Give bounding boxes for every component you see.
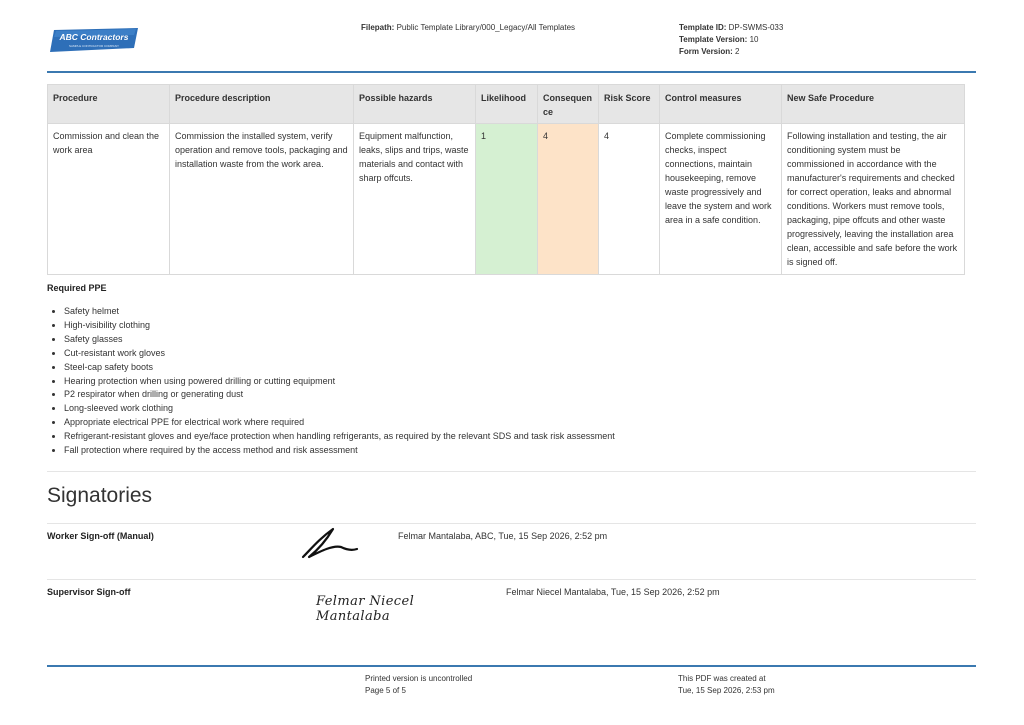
ppe-list (47, 305, 615, 458)
list-item: • Refrigerant-resistant gloves and eye/face protection when handling refrigerants, as required by the relevant SDS and task risk assessment (64, 430, 615, 444)
list-item: • P2 respirator when drilling or generating dust (64, 388, 615, 402)
created-label: This PDF was created at (678, 674, 766, 683)
column-header: Control measures (660, 85, 782, 124)
list-item: • Long-sleeved work clothing (64, 402, 615, 416)
footer-left (365, 673, 472, 697)
column-header: New Safe Procedure (782, 85, 965, 124)
column-header: Consequen ce (538, 85, 599, 124)
signatory-divider (47, 579, 976, 580)
list-item: • Safety helmet (64, 305, 615, 319)
new-safe-procedure-cell: Following installation and testing, the air conditioning system must be commissioned in accordance with the manufacturer's requirements and checked for correct operation, leaks and abnormal conditions. Workers must remove tools, packaging, pipe offcuts and other waste progressively, leaving the installation area clean, accessible and safe before the work is signed off. (782, 124, 965, 275)
form-version-value: 2 (735, 47, 740, 56)
column-header: Procedure description (170, 85, 354, 124)
template-version-label: Template Version: (679, 35, 748, 44)
filepath (361, 22, 575, 34)
column-header: Risk Score (599, 85, 660, 124)
ppe-title: Required PPE (47, 283, 107, 293)
list-item: • Cut-resistant work gloves (64, 347, 615, 361)
procedure-table (47, 84, 965, 275)
footer-divider (47, 665, 976, 667)
list-item: • Fall protection where required by the access method and risk assessment (64, 444, 615, 458)
filepath-value: Public Template Library/000_Legacy/All Templates (396, 23, 576, 32)
list-item: • Hearing protection when using powered drilling or cutting equipment (64, 375, 615, 389)
hazards-cell: Equipment malfunction, leaks, slips and trips, waste materials and contact with sharp offcuts. (354, 124, 476, 275)
supervisor-signoff-value: Felmar Niecel Mantalaba, Tue, 15 Sep 2026, 2:52 pm (506, 587, 720, 597)
signatories-title: Signatories (47, 484, 153, 507)
worker-signoff-label: Worker Sign-off (Manual) (47, 531, 154, 541)
supervisor-signature-image: Felmar Niecel Mantalaba (316, 594, 415, 624)
consequence-cell: 4 (538, 124, 599, 275)
likelihood-cell: 1 (476, 124, 538, 275)
procedure-cell: Commission and clean the work area (48, 124, 170, 275)
logo-text: ABC Contractors (59, 32, 129, 42)
control-measures-cell: Complete commissioning checks, inspect connections, maintain housekeeping, remove waste progressively and leave the system and work area in a safe condition. (660, 124, 782, 275)
worker-signature-image (289, 523, 395, 575)
column-header: Possible hazards (354, 85, 476, 124)
column-header: Procedure (48, 85, 170, 124)
template-info (679, 22, 783, 58)
table-header-row (48, 85, 965, 124)
list-item: • Safety glasses (64, 333, 615, 347)
page-number: Page 5 of 5 (365, 686, 406, 695)
filepath-label: Filepath: (361, 23, 395, 32)
list-item: • Steel-cap safety boots (64, 361, 615, 375)
column-header: Likelihood (476, 85, 538, 124)
template-id-value: DP-SWMS-033 (728, 23, 784, 32)
description-cell: Commission the installed system, verify operation and remove tools, packaging and installation waste from the work area. (170, 124, 354, 275)
header-divider (47, 71, 976, 73)
section-divider (47, 471, 976, 472)
risk-score-cell: 4 (599, 124, 660, 275)
uncontrolled-note: Printed version is uncontrolled (365, 674, 473, 683)
signatory-divider (47, 523, 976, 524)
table-row (48, 124, 965, 275)
worker-signoff-value: Felmar Mantalaba, ABC, Tue, 15 Sep 2026, 2:52 pm (398, 531, 608, 541)
created-value: Tue, 15 Sep 2026, 2:53 pm (678, 686, 775, 695)
footer-right (678, 673, 775, 697)
template-version-value: 10 (749, 35, 759, 44)
template-id-label: Template ID: (679, 23, 727, 32)
list-item: • Appropriate electrical PPE for electrical work where required (64, 416, 615, 430)
form-version-label: Form Version: (679, 47, 733, 56)
logo-subtext: SAMPLE CONTRACTOR COMPANY (69, 44, 119, 48)
company-logo (48, 27, 140, 53)
supervisor-signoff-label: Supervisor Sign-off (47, 587, 131, 597)
list-item: • High-visibility clothing (64, 319, 615, 333)
